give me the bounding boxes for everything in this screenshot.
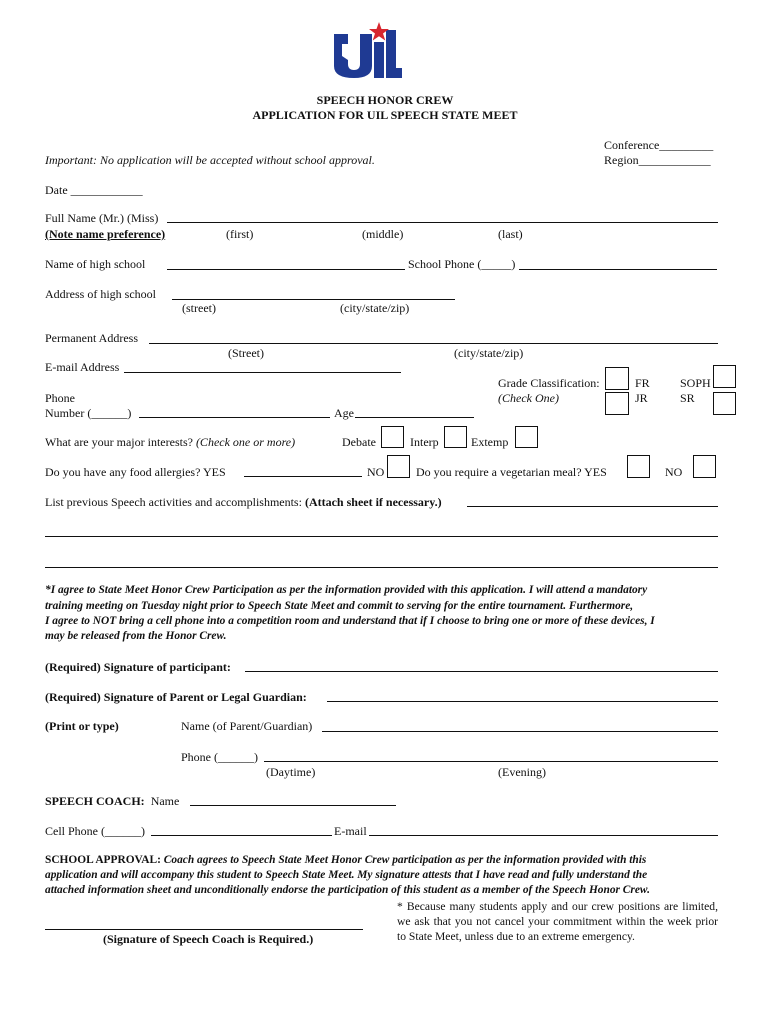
permanent-address-line[interactable] [149,343,718,344]
interest-interp-checkbox[interactable] [444,426,467,448]
activities-line-1[interactable] [467,506,718,507]
grade-sr-checkbox[interactable] [713,392,736,415]
coach-email-label: E-mail [334,824,367,838]
perm-street-caption: (Street) [228,346,264,360]
participant-signature-label: (Required) Signature of participant: [45,660,231,674]
guardian-phone-label: Phone (______) [181,750,258,764]
grade-soph-label: SOPH [680,376,711,390]
grade-hint: (Check One) [498,391,559,405]
interest-debate-checkbox[interactable] [381,426,404,448]
phone-label: Phone [45,391,75,405]
name-last-caption: (last) [498,227,523,241]
region-field[interactable]: Region____________ [604,153,711,167]
permanent-address-label: Permanent Address [45,331,138,345]
activities-line-2[interactable] [45,536,718,537]
activities-label-text: List previous Speech activities and accomplishments: [45,495,302,509]
guardian-name-label: Name (of Parent/Guardian) [181,719,313,733]
activities-line-3[interactable] [45,567,718,568]
coach-name-line[interactable] [190,805,396,806]
uil-logo [330,20,404,80]
address-street-caption: (street) [182,301,216,315]
participant-signature-line[interactable] [245,671,718,672]
email-line[interactable] [124,372,401,373]
conference-field[interactable]: Conference_________ [604,138,714,152]
agreement-line-2: training meeting on Tuesday night prior to Speech State Meet and commit to serving for the entire tournament. Furthermore, [45,600,634,612]
agreement-line-3: I agree to NOT bring a cell phone into a competition room and understand that if I choose to bring one or more of these devices, I [45,615,655,627]
activities-label [45,495,442,509]
age-label: Age [334,406,354,420]
vegetarian-no-checkbox[interactable] [693,455,716,478]
address-line[interactable] [172,299,455,300]
coach-cell-line[interactable] [151,835,332,836]
approval-line-1-text: Coach agrees to Speech State Meet Honor Crew participation as per the information provided with this [163,854,647,866]
age-line[interactable] [355,417,474,418]
coach-signature-line[interactable] [45,929,363,930]
grade-soph-checkbox[interactable] [713,365,736,388]
grade-sr-label: SR [680,391,695,405]
approval-heading: SCHOOL APPROVAL: [45,854,161,866]
address-city-caption: (city/state/zip) [340,301,410,315]
interests-label-text: What are your major interests? [45,435,193,449]
address-label: Address of high school [45,287,156,301]
coach-email-line[interactable] [369,835,718,836]
allergies-line[interactable] [244,476,362,477]
interest-debate-label: Debate [342,435,376,449]
guardian-signature-label: (Required) Signature of Parent or Legal Guardian: [45,690,307,704]
grade-jr-checkbox[interactable] [605,392,629,415]
school-phone-label: School Phone (_____) [408,257,516,271]
approval-line-2: application and will accompany this student to Speech State Meet. My signature attests that I have read and fully understand the [45,869,648,881]
school-phone-line[interactable] [519,269,717,270]
full-name-line[interactable] [167,222,718,223]
email-label: E-mail Address [45,360,120,374]
vegetarian-no-label: NO [665,465,683,479]
evening-caption: (Evening) [498,765,546,779]
approval-line-1 [45,854,646,868]
name-middle-caption: (middle) [362,227,404,241]
high-school-line[interactable] [167,269,405,270]
allergies-no-label: NO [367,465,385,479]
interests-hint: (Check one or more) [195,435,296,449]
approval-line-3: attached information sheet and unconditionally endorse the participation of this student as a member of the Speech Honor Crew. [45,884,650,896]
phone-number-label: Number (______) [45,406,132,420]
uil-logo-graphic [330,20,404,80]
cancellation-note: * Because many students apply and our crew positions are limited, we ask that you not cancel your commitment within the week prior to State Meet, unless due to an extreme emergency. [397,900,718,943]
grade-fr-label: FR [635,376,650,390]
name-first-caption: (first) [226,227,254,241]
allergies-no-checkbox[interactable] [387,455,410,478]
coach-row [45,794,179,808]
activities-attach-note: (Attach sheet if necessary.) [304,495,442,509]
date-field[interactable]: Date ____________ [45,183,143,197]
guardian-signature-line[interactable] [327,701,718,702]
allergies-label: Do you have any food allergies? YES [45,465,226,479]
vegetarian-yes-checkbox[interactable] [627,455,650,478]
perm-city-caption: (city/state/zip) [454,346,524,360]
agreement-line-1: *I agree to State Meet Honor Crew Participation as per the information provided with this application. I will attend a mandatory [45,584,648,596]
note-name-preference: (Note name preference) [45,227,166,241]
agreement-line-4: may be released from the Honor Crew. [45,630,227,642]
guardian-phone-line[interactable] [264,761,718,762]
print-or-type-label: (Print or type) [45,719,119,733]
vegetarian-label: Do you require a vegetarian meal? YES [416,465,607,479]
interest-extemp-checkbox[interactable] [515,426,538,448]
phone-number-line[interactable] [139,417,330,418]
grade-label: Grade Classification: [498,376,600,390]
daytime-caption: (Daytime) [266,765,316,779]
interest-interp-label: Interp [410,435,439,449]
important-note: Important: No application will be accepted without school approval. [45,153,375,167]
grade-fr-checkbox[interactable] [605,367,629,390]
coach-signature-label: (Signature of Speech Coach is Required.) [103,932,314,946]
interests-label [45,435,295,449]
coach-heading: SPEECH COACH: [45,794,145,808]
high-school-label: Name of high school [45,257,146,271]
coach-cell-label: Cell Phone (______) [45,824,145,838]
coach-name-label: Name [150,794,180,808]
full-name-label: Full Name (Mr.) (Miss) [45,211,159,225]
guardian-name-line[interactable] [322,731,718,732]
interest-extemp-label: Extemp [471,435,509,449]
title-line-2: APPLICATION FOR UIL SPEECH STATE MEET [252,108,518,122]
grade-jr-label: JR [635,391,648,405]
title-line-1: SPEECH HONOR CREW [316,93,454,107]
